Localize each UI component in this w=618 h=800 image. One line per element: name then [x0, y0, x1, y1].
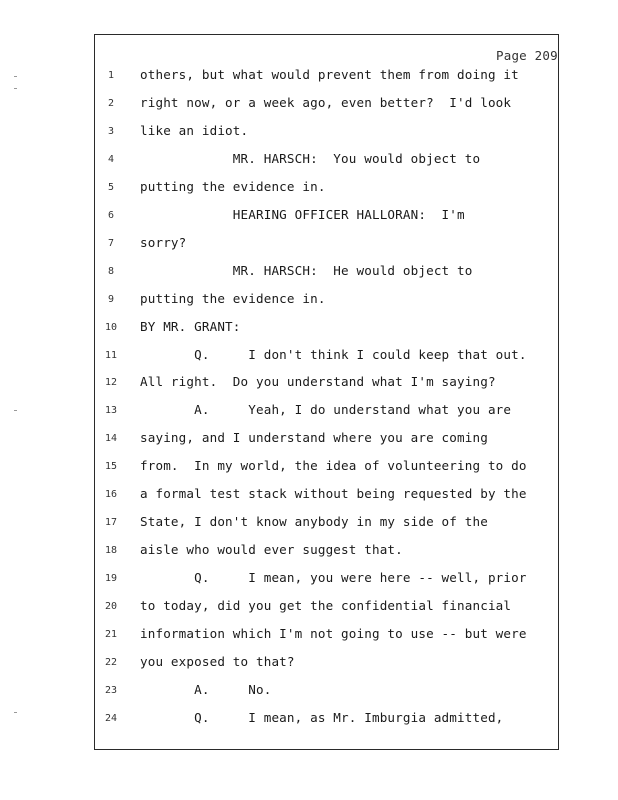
- line-number: 14: [104, 433, 118, 445]
- transcript-line: [0, 291, 618, 311]
- scan-mark: [14, 88, 17, 89]
- line-number: 17: [104, 517, 118, 529]
- line-text: information which I'm not going to use -- but were: [140, 626, 527, 641]
- line-text: from. In my world, the idea of volunteering to do: [140, 458, 527, 474]
- line-text: right now, or a week ago, even better? I'd look: [140, 94, 512, 110]
- transcript-line: [0, 95, 618, 115]
- scan-mark: [14, 410, 17, 411]
- transcript-line: [0, 207, 618, 227]
- transcript-line: [0, 151, 618, 171]
- line-number: 2: [107, 97, 115, 109]
- line-text: MR. HARSCH: He would object to: [140, 262, 473, 278]
- line-text: a formal test stack without being requested by the: [140, 486, 527, 502]
- transcript-line: [0, 514, 618, 534]
- line-number: 6: [107, 209, 115, 221]
- transcript-line: [0, 430, 618, 450]
- transcript-line: [0, 402, 618, 422]
- line-text: putting the evidence in.: [140, 290, 326, 306]
- scan-mark: [14, 712, 17, 713]
- line-text: you exposed to that?: [140, 653, 295, 669]
- line-number: 20: [104, 601, 118, 613]
- line-number: 1: [107, 70, 115, 81]
- line-number: 12: [104, 377, 118, 389]
- line-text: Q. I don't think I could keep that out.: [140, 346, 527, 362]
- line-text: like an idiot.: [140, 122, 249, 138]
- transcript-line: [0, 319, 618, 339]
- line-text: Q. I mean, you were here -- well, prior: [140, 570, 527, 586]
- transcript-line: [0, 235, 618, 255]
- line-number: 15: [104, 461, 118, 473]
- line-number: 3: [107, 125, 115, 137]
- line-text: sorry?: [140, 234, 187, 250]
- line-number: 18: [104, 545, 118, 557]
- line-text: saying, and I understand where you are coming: [140, 430, 488, 446]
- transcript-line: [0, 374, 618, 394]
- line-number: 21: [104, 629, 118, 640]
- scan-mark: [14, 76, 17, 77]
- line-number: 16: [104, 489, 118, 501]
- line-number: 23: [104, 684, 118, 696]
- line-text: A. No.: [140, 681, 272, 697]
- page-number: Page 209: [496, 48, 558, 63]
- transcript-line: [0, 263, 618, 283]
- transcript-line: [0, 626, 618, 646]
- line-text: others, but what would prevent them from doing it: [140, 67, 519, 82]
- line-number: 11: [104, 349, 118, 361]
- line-number: 24: [104, 712, 118, 724]
- line-number: 22: [104, 656, 118, 668]
- transcript-line: [0, 598, 618, 618]
- transcript-line: [0, 654, 618, 674]
- transcript-line: [0, 570, 618, 590]
- line-text: MR. HARSCH: You would object to: [140, 150, 481, 166]
- transcript-line: [0, 179, 618, 199]
- transcript-line: [0, 682, 618, 702]
- transcript-line: [0, 458, 618, 478]
- line-number: 9: [107, 293, 115, 305]
- line-number: 10: [104, 321, 118, 333]
- transcript-line: [0, 347, 618, 367]
- transcript-line: [0, 123, 618, 143]
- line-text: putting the evidence in.: [140, 178, 326, 194]
- line-text: All right. Do you understand what I'm saying?: [140, 374, 496, 390]
- line-number: 13: [104, 405, 118, 417]
- line-text: A. Yeah, I do understand what you are: [140, 402, 512, 418]
- line-number: 4: [107, 153, 115, 165]
- line-number: 5: [107, 181, 115, 193]
- line-text: to today, did you get the confidential financial: [140, 598, 512, 614]
- transcript-line: [0, 67, 618, 87]
- line-number: 7: [107, 237, 115, 249]
- transcript-line: [0, 710, 618, 730]
- line-number: 8: [107, 265, 115, 277]
- line-text: State, I don't know anybody in my side of the: [140, 514, 488, 530]
- line-number: 19: [104, 573, 118, 585]
- transcript-line: [0, 486, 618, 506]
- line-text: aisle who would ever suggest that.: [140, 542, 403, 558]
- line-text: HEARING OFFICER HALLORAN: I'm: [140, 206, 465, 222]
- line-text: BY MR. GRANT:: [140, 318, 241, 334]
- line-text: Q. I mean, as Mr. Imburgia admitted,: [140, 709, 504, 725]
- transcript-line: [0, 542, 618, 562]
